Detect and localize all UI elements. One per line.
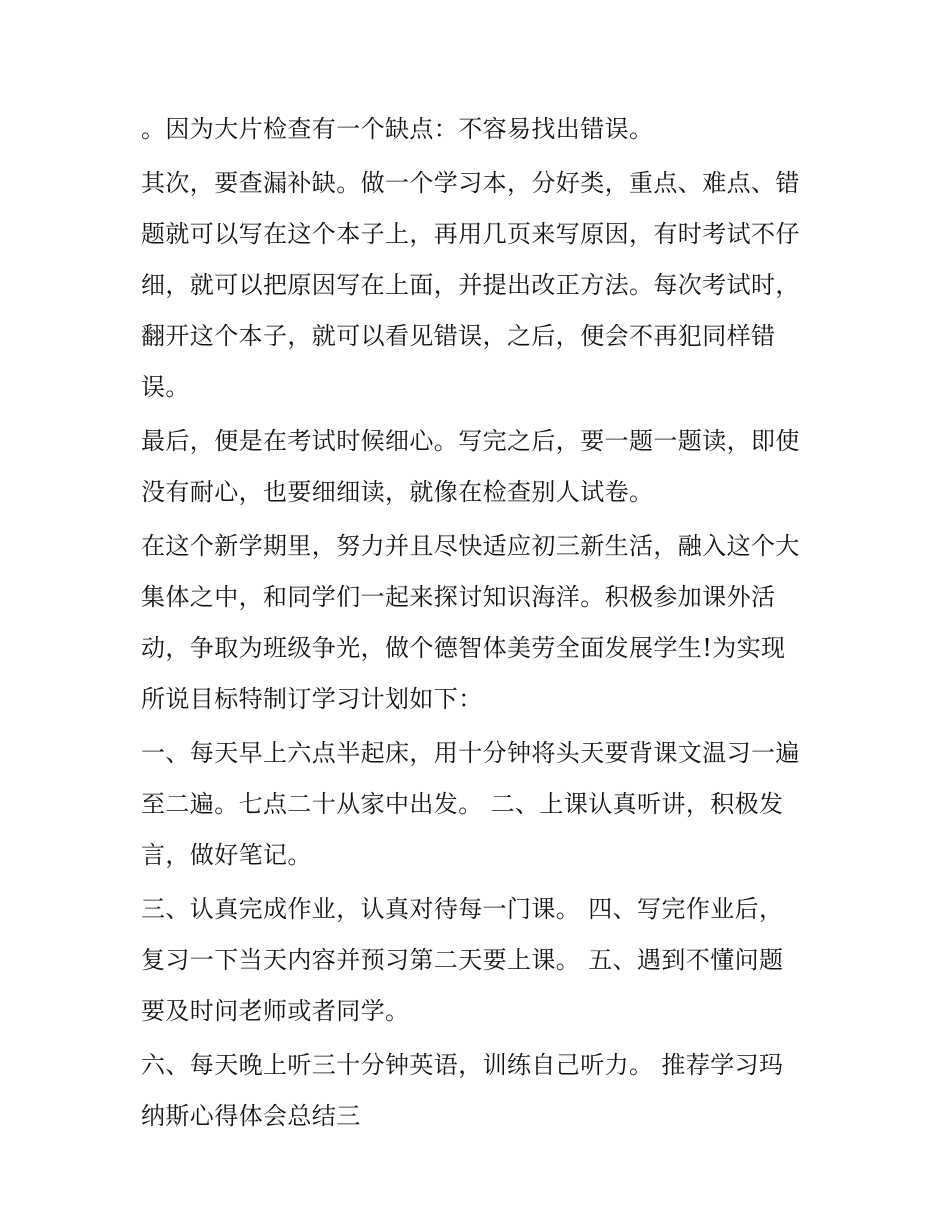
text-line: 没有耐心，也要细细读，就像在检查别人试卷。 (141, 478, 654, 506)
text-line: 误。 (141, 373, 190, 401)
text-line: 细，就可以把原因写在上面，并提出改正方法。每次考试时， (141, 271, 800, 299)
text-line: 题就可以写在这个本子上，再用几页来写原因，有时考试不仔 (141, 220, 800, 248)
paragraph (141, 728, 831, 881)
paragraph (141, 521, 831, 725)
paragraph (141, 1040, 831, 1142)
paragraph (141, 158, 831, 413)
text-line: 所说目标特制订学习计划如下： (141, 685, 483, 713)
text-line: 翻开这个本子，就可以看见错误，之后，便会不再犯同样错 (141, 322, 776, 350)
text-line: 六、每天晚上听三十分钟英语，训练自己听力。 推荐学习玛 (141, 1051, 784, 1079)
text-line: 纳斯心得体会总结三 (141, 1102, 361, 1130)
document-body (141, 104, 831, 1145)
text-line: 。因为大片检查有一个缺点：不容易找出错误。 (141, 115, 654, 143)
text-line: 最后，便是在考试时候细心。写完之后，要一题一题读，即使 (141, 427, 800, 455)
text-line: 三、认真完成作业，认真对待每一门课。 四、写完作业后， (141, 895, 784, 923)
text-line: 一、每天早上六点半起床，用十分钟将头天要背课文温习一遍 (141, 739, 800, 767)
text-line: 在这个新学期里，努力并且尽快适应初三新生活，融入这个大 (141, 532, 800, 560)
paragraph (141, 104, 831, 155)
paragraph (141, 416, 831, 518)
text-line: 集体之中，和同学们一起来探讨知识海洋。积极参加课外活 (141, 583, 776, 611)
text-line: 动，争取为班级争光，做个德智体美劳全面发展学生!为实现 (141, 634, 786, 662)
text-line: 其次，要查漏补缺。做一个学习本，分好类，重点、难点、错 (141, 169, 800, 197)
text-line: 言，做好笔记。 (141, 841, 312, 869)
text-line: 复习一下当天内容并预习第二天要上课。 五、遇到不懂问题 (141, 946, 784, 974)
text-line: 至二遍。七点二十从家中出发。 二、上课认真听讲，积极发 (141, 790, 784, 818)
text-line: 要及时问老师或者同学。 (141, 997, 410, 1025)
paragraph (141, 884, 831, 1037)
